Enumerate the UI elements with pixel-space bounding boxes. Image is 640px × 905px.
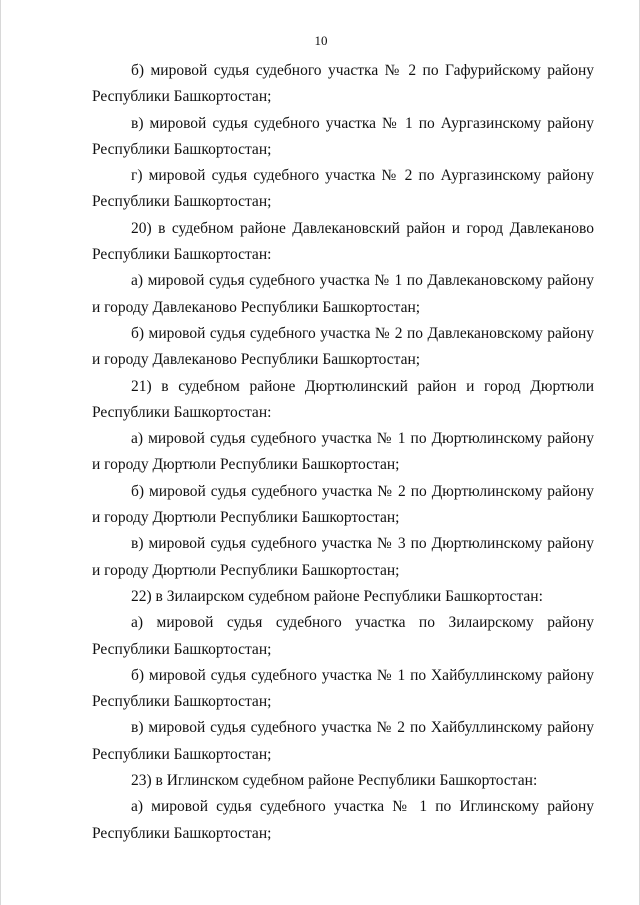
paragraph: 22) в Зилаирском судебном районе Республики Башкортостан: <box>131 587 543 605</box>
paragraph: в) мировой судья судебного участка № 3 по Дюртюлинскому району и городу Дюртюли Республики Башкортостан; <box>92 535 594 579</box>
paragraph: б) мировой судья судебного участка № 2 по Гафурийскому району Республики Башкортостан; <box>92 62 594 106</box>
paragraph: б) мировой судья судебного участка № 2 по Дюртюлинскому району и городу Дюртюли Республики Башкортостан; <box>92 482 594 527</box>
paragraph: г) мировой судья судебного участка № 2 по Аургазинскому району Республики Башкортостан; <box>92 167 594 211</box>
paragraph: в) мировой судья судебного участка № 2 по Хайбуллинскому району Республики Башкортостан; <box>92 719 594 763</box>
document-body <box>92 58 594 847</box>
paragraph: в) мировой судья судебного участка № 1 по Аургазинскому району Республики Башкортостан; <box>92 114 594 158</box>
paragraph: 20) в судебном районе Давлекановский район и город Давлеканово Республики Башкортостан: <box>92 219 594 264</box>
paragraph: 23) в Иглинском судебном районе Республики Башкортостан: <box>131 772 538 790</box>
paragraph: а) мировой судья судебного участка по Зилаирскому району Республики Башкортостан; <box>92 614 594 658</box>
paragraph: а) мировой судья судебного участка № 1 по Давлекановскому району и городу Давлеканово Республики Башкортостан; <box>92 272 594 316</box>
paragraph: а) мировой судья судебного участка № 1 по Иглинскому району Республики Башкортостан; <box>92 798 594 842</box>
paragraph: 21) в судебном районе Дюртюлинский район и город Дюртюли Республики Башкортостан: <box>92 377 594 421</box>
paragraph: а) мировой судья судебного участка № 1 по Дюртюлинскому району и городу Дюртюли Республики Башкортостан; <box>92 430 594 474</box>
page-number: 10 <box>314 33 328 48</box>
paragraph: б) мировой судья судебного участка № 2 по Давлекановскому району и городу Давлеканово Республики Башкортостан; <box>92 324 594 369</box>
paragraph: б) мировой судья судебного участка № 1 по Хайбуллинскому району Республики Башкортостан; <box>92 666 594 711</box>
